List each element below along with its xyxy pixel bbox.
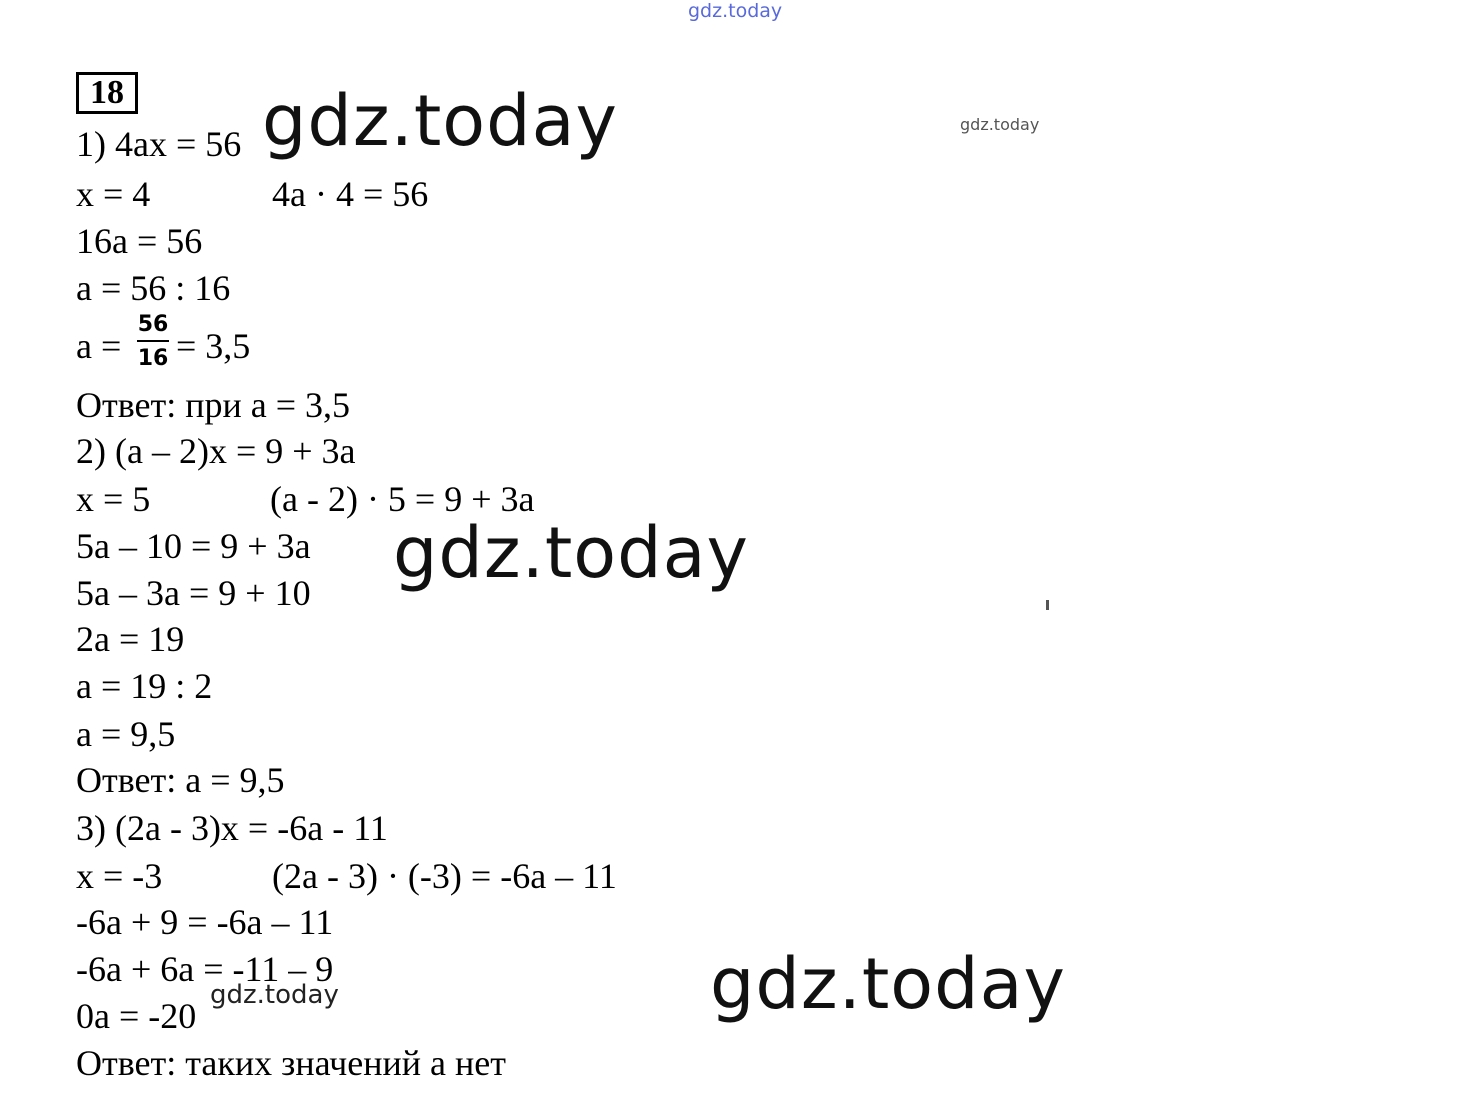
watermark-top: gdz.today bbox=[688, 0, 783, 22]
watermark-small-bottom: gdz.today bbox=[210, 980, 339, 1010]
part3-given-x: x = -3 bbox=[76, 856, 163, 896]
part1-step3-lhs: a = bbox=[76, 326, 122, 366]
part1-substitution: 4a · 4 = 56 bbox=[272, 174, 429, 214]
part1-step2: a = 56 : 16 bbox=[76, 268, 231, 308]
fraction-denominator: 16 bbox=[137, 346, 169, 371]
watermark-large-2: gdz.today bbox=[393, 512, 749, 594]
part2-equation: 2) (a – 2)x = 9 + 3a bbox=[76, 431, 356, 471]
part3-step1: -6a + 9 = -6a – 11 bbox=[76, 902, 334, 942]
part3-answer: Ответ: таких значений a нет bbox=[76, 1043, 506, 1083]
part1-step3-rhs: = 3,5 bbox=[176, 326, 251, 366]
part2-step4: a = 19 : 2 bbox=[76, 666, 213, 706]
task-number-box: 18 bbox=[76, 72, 138, 114]
scan-speck bbox=[1046, 600, 1049, 610]
fraction-numerator: 56 bbox=[137, 312, 169, 337]
part1-equation: 1) 4ax = 56 bbox=[76, 124, 242, 164]
part3-step3: 0a = -20 bbox=[76, 996, 197, 1036]
part3-substitution: (2a - 3) · (-3) = -6a – 11 bbox=[272, 856, 617, 896]
part2-step5: a = 9,5 bbox=[76, 714, 176, 754]
part2-step2: 5a – 3a = 9 + 10 bbox=[76, 573, 311, 613]
watermark-large-1: gdz.today bbox=[262, 80, 618, 162]
part1-fraction bbox=[136, 314, 170, 370]
part1-answer: Ответ: при a = 3,5 bbox=[76, 385, 351, 425]
part2-step3: 2a = 19 bbox=[76, 619, 185, 659]
part3-equation: 3) (2a - 3)x = -6a - 11 bbox=[76, 808, 388, 848]
watermark-large-3: gdz.today bbox=[710, 943, 1066, 1025]
part2-substitution: (a - 2) · 5 = 9 + 3a bbox=[270, 479, 535, 519]
part2-answer: Ответ: a = 9,5 bbox=[76, 760, 285, 800]
part2-given-x: x = 5 bbox=[76, 479, 151, 519]
part3-step2: -6a + 6a = -11 – 9 bbox=[76, 949, 334, 989]
part1-given-x: x = 4 bbox=[76, 174, 151, 214]
part2-step1: 5a – 10 = 9 + 3a bbox=[76, 526, 311, 566]
part1-step1: 16a = 56 bbox=[76, 221, 203, 261]
watermark-small-right: gdz.today bbox=[960, 115, 1040, 134]
